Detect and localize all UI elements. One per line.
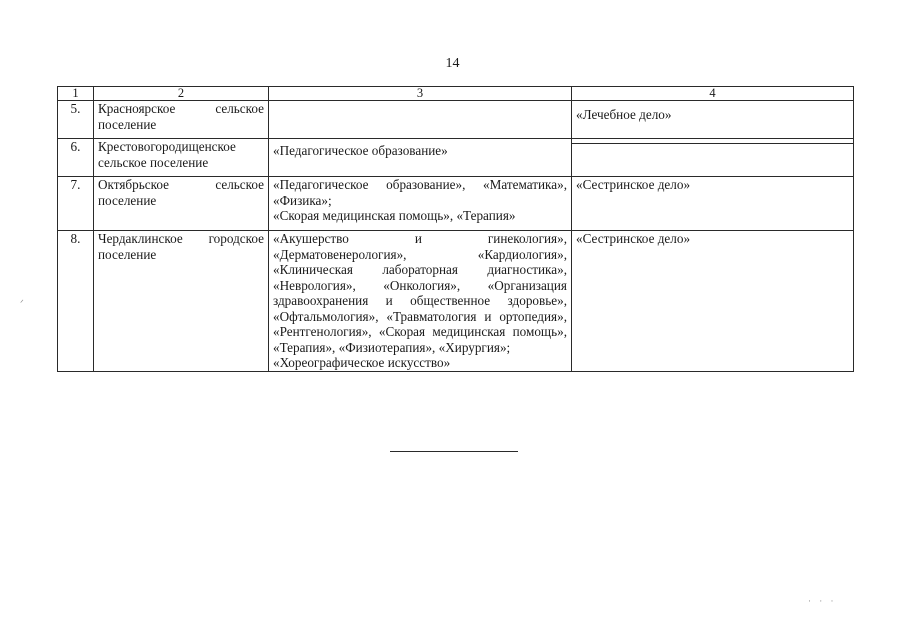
settlement-name: Крестовогородищенское сельское поселение [94,139,269,177]
header-col-3: 3 [269,87,572,101]
page-number: 14 [445,56,460,71]
end-rule [390,451,518,452]
settlements-table [57,86,854,372]
table-row [58,177,854,231]
specialties-cell [269,139,572,177]
table-row [58,101,854,139]
specialties-cell [269,231,572,372]
settlement-name: Красноярское сельское поселение [94,101,269,139]
column4-value: «Сестринское дело» [576,231,691,246]
header-col-4: 4 [572,87,854,101]
column4-value: «Лечебное дело» [576,107,672,122]
specialty-line: «Скорая медицинская помощь», «Терапия» [273,208,516,223]
specialty-line: «Педагогическое образование» [273,143,448,158]
scan-artifact-mark: ᐟ [20,298,24,308]
table-row [58,231,854,372]
column4-cell [572,231,854,372]
row-number: 8. [58,231,94,372]
column4-cell [572,177,854,231]
specialties-cell [269,101,572,139]
specialties-cell [269,177,572,231]
row-number: 5. [58,101,94,139]
header-col-1: 1 [58,87,94,101]
scan-artifact-mark: · · · [808,596,837,606]
settlement-name: Чердаклинское городское поселение [94,231,269,372]
table-header-row [58,87,854,101]
column4-cell [572,139,854,177]
specialty-line: «Хореографическое искусство» [273,355,451,370]
specialty-line: «Педагогическое образование», «Математика», «Физика»; [273,177,567,208]
row-number: 7. [58,177,94,231]
header-col-2: 2 [94,87,269,101]
row-number: 6. [58,139,94,177]
column4-value: «Сестринское дело» [576,177,691,192]
table-row [58,139,854,177]
column4-cell [572,101,854,139]
settlement-name: Октябрьское сельское поселение [94,177,269,231]
specialty-line: «Акушерство и гинекология», «Дерматовенерология», «Кардиология», «Клиническая лабораторная диагностика», «Неврология», «Онкология», «Организация здравоохранения и общественное здоровье», «Офтальмология», «Травматология и ортопедия», «Рентгенология», «Скорая медицинская помощь», «Терапия», «Физиотерапия», «Хирургия»; [273,231,567,355]
